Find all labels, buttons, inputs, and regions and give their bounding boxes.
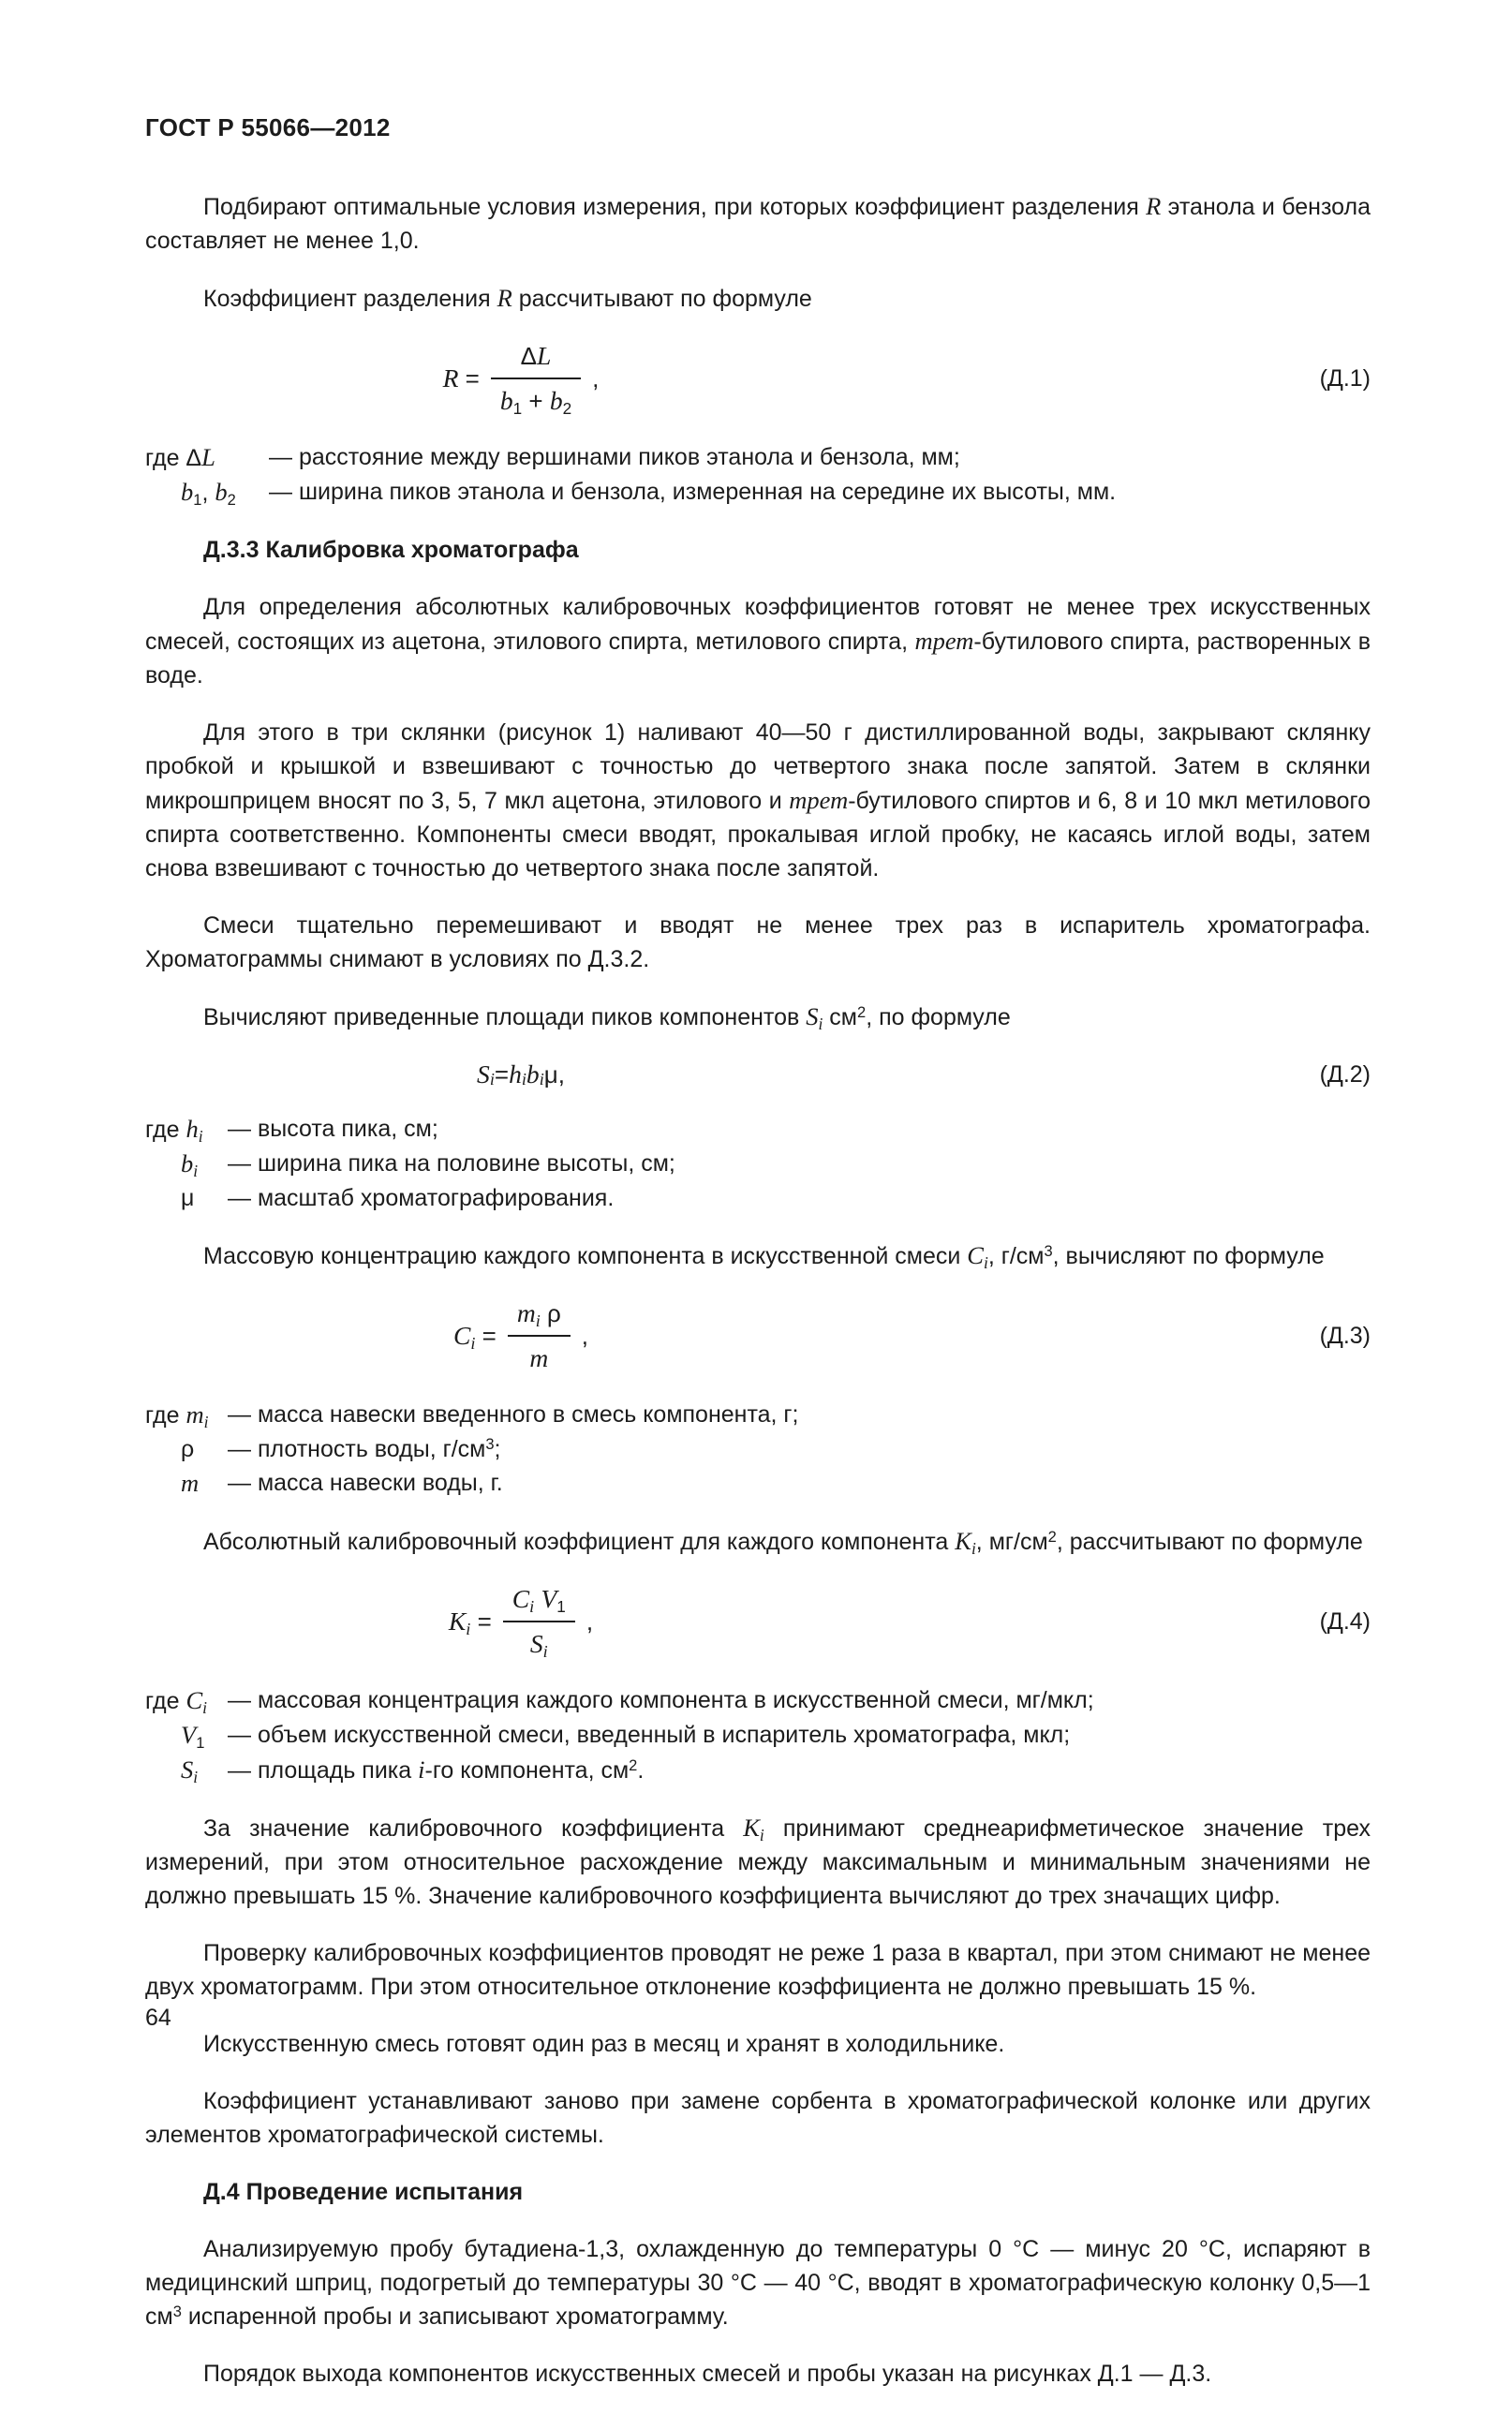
- formula-fraction: [491, 339, 581, 418]
- definition-term: m: [181, 1469, 200, 1497]
- formula-fraction: [508, 1296, 571, 1375]
- formula-denominator: m: [529, 1343, 549, 1372]
- formula-d4: [145, 1582, 1371, 1661]
- formula-comma: ,: [581, 1322, 589, 1350]
- formula-numerator: $m_i$ ρ: [508, 1296, 571, 1337]
- paragraph: Коэффициент устанавливают заново при замене сорбента в хроматографической колонке или других элементов хроматографической системы.: [145, 2088, 1371, 2148]
- formula-d2: [145, 1058, 1371, 1091]
- definition-description: — расстояние между вершинами пиков этанола и бензола, мм;: [269, 444, 960, 470]
- definition-term: где $h_i$: [145, 1115, 203, 1146]
- definition-line: [145, 1683, 1371, 1718]
- formula-d3: [145, 1296, 1371, 1375]
- definition-term: где $m_i$: [145, 1400, 209, 1431]
- formula-comma: ,: [586, 1607, 594, 1636]
- paragraph: Вычисляют приведенные площади пиков компонентов $S_i$ $см^2$, по формуле: [203, 1002, 1011, 1033]
- definition-line: [145, 1112, 1371, 1147]
- formula-numerator: $C_i$ $V_1$: [503, 1582, 575, 1622]
- formula-number-label: (Д.1): [1319, 365, 1371, 392]
- definition-description: — масса навески воды, г.: [228, 1470, 503, 1496]
- formula-comma: ,: [592, 364, 600, 392]
- formula-expression: [453, 1296, 588, 1375]
- paragraph: За значение калибровочного коэффициента $K_i$ принимают среднеарифметическое значение трех измерений, при этом относительное расхождение между максимальным и минимальным значениями не должно превышать 15 %. Значение калибровочного коэффициента вычисляют до трех значащих цифр.: [145, 1814, 1371, 1909]
- formula-denominator: $b_1 + b_2$: [499, 386, 572, 418]
- definition-term: $b_i$: [181, 1149, 199, 1180]
- definition-description: — площадь пика i-го компонента, $см^2$.: [228, 1755, 645, 1784]
- definition-term: $V_1$: [181, 1721, 205, 1752]
- definition-description: — масштаб хроматографирования.: [228, 1185, 615, 1211]
- formula-denominator: $S_i$: [529, 1629, 548, 1661]
- definition-list-d1: [145, 440, 1371, 510]
- definition-line: [145, 1753, 1371, 1787]
- paragraph: Порядок выхода компонентов искусственных смесей и пробы указан на рисунках Д.1 — Д.3.: [203, 2361, 1212, 2387]
- definition-line: [145, 1432, 1371, 1466]
- formula-expression: S $_i$ = h $_i$ b $_i$ μ,: [477, 1059, 565, 1089]
- definition-description: — ширина пика на половине высоты, см;: [228, 1150, 675, 1177]
- definition-term: где ΔL: [145, 443, 215, 471]
- formula-numerator: ΔL: [491, 339, 581, 379]
- formula-expression: [443, 339, 600, 418]
- definition-description: — высота пика, см;: [228, 1116, 438, 1142]
- definition-term: ρ: [181, 1436, 195, 1462]
- paragraph: Коэффициент разделения R рассчитывают по формуле: [203, 284, 812, 312]
- paragraph: Подбирают оптимальные условия измерения, при которых коэффициент разделения R этанола и бензола составляет не менее 1,0.: [145, 192, 1371, 254]
- document-number-header: ГОСТ Р 55066—2012: [145, 113, 391, 141]
- definition-line: [145, 440, 1371, 475]
- section-heading-d4: Д.4 Проведение испытания: [203, 2179, 524, 2205]
- definition-list-d2: [145, 1112, 1371, 1215]
- formula-lhs: R =: [442, 363, 480, 392]
- paragraph: Анализируемую пробу бутадиена-1,3, охлажденную до температуры 0 °С — минус 20 °С, испаряют в медицинский шприц, подогретый до температуры 30 °С — 40 °С, вводят в хроматографическую колонку 0,5—1 $см^3$ испаренной пробы и записывают хроматограмму.: [145, 2236, 1371, 2330]
- definition-term: $b_1$, $b_2$: [181, 478, 236, 509]
- paragraph: Для этого в три склянки (рисунок 1) наливают 40—50 г дистиллированной воды, закрывают склянку пробкой и крышкой и взвешивают с точностью до четвертого знака после запятой. Затем в склянки микрошприцем вносят по 3, 5, 7 мкл ацетона, этилового и трет-бутилового спиртов и 6, 8 и 10 мкл метилового спирта соответственно. Компоненты смеси вводят, прокалывая иглой пробку, не касаясь иглой воды, затем снова взвешивают с точностью до четвертого знака после запятой.: [145, 719, 1371, 881]
- formula-d1: [145, 339, 1371, 418]
- definition-term: $S_i$: [181, 1755, 199, 1786]
- formula-expression: [449, 1582, 593, 1661]
- definition-description: — объем искусственной смеси, введенный в испаритель хроматографа, мкл;: [228, 1722, 1071, 1748]
- definition-term: где $C_i$: [145, 1686, 207, 1717]
- definition-line: [145, 475, 1371, 510]
- paragraph: Смеси тщательно перемешивают и вводят не менее трех раз в испаритель хроматографа. Хроматограммы снимают в условиях по Д.3.2.: [145, 912, 1371, 972]
- formula-number-label: (Д.4): [1319, 1608, 1371, 1635]
- definition-description: — массовая концентрация каждого компонента в искусственной смеси, мг/мкл;: [228, 1687, 1094, 1713]
- definition-list-d3: [145, 1398, 1371, 1501]
- definition-list-d4: [145, 1683, 1371, 1787]
- page-content: [145, 111, 1371, 2414]
- paragraph: Массовую концентрацию каждого компонента в искусственной смеси $C_i$, $г/см^3$, вычисляют по формуле: [203, 1241, 1325, 1272]
- paragraph: Абсолютный калибровочный коэффициент для каждого компонента $K_i$, $мг/см^2$, рассчитывают по формуле: [203, 1527, 1363, 1558]
- paragraph: Для определения абсолютных калибровочных коэффициентов готовят не менее трех искусственных смесей, состоящих из ацетона, этилового спирта, метилового спирта, трет-бутилового спирта, растворенных в воде.: [145, 594, 1371, 689]
- definition-line: [145, 1466, 1371, 1501]
- formula-number-label: (Д.3): [1319, 1323, 1371, 1349]
- paragraph: Искусственную смесь готовят один раз в месяц и хранят в холодильнике.: [203, 2031, 1005, 2057]
- formula-number-label: (Д.2): [1319, 1061, 1371, 1088]
- definition-term: μ: [181, 1185, 195, 1211]
- definition-description: — плотность воды, $г/см^3$;: [228, 1435, 501, 1462]
- formula-lhs: $K_i$ =: [448, 1607, 492, 1638]
- definition-line: [145, 1181, 1371, 1215]
- definition-line: [145, 1398, 1371, 1432]
- page-number: 64: [145, 2005, 171, 2031]
- definition-line: [145, 1147, 1371, 1181]
- definition-description: — масса навески введенного в смесь компонента, г;: [228, 1401, 799, 1428]
- definition-description: — ширина пиков этанола и бензола, измеренная на середине их высоты, мм.: [269, 479, 1117, 505]
- definition-line: [145, 1718, 1371, 1753]
- formula-lhs: $C_i$ =: [452, 1321, 497, 1353]
- paragraph: Проверку калибровочных коэффициентов проводят не реже 1 раза в квартал, при этом снимают не менее двух хроматограмм. При этом относительное отклонение коэффициента не должно превышать 15 %.: [145, 1940, 1371, 2000]
- formula-fraction: [503, 1582, 575, 1661]
- section-heading-d33: Д.3.3 Калибровка хроматографа: [203, 537, 579, 563]
